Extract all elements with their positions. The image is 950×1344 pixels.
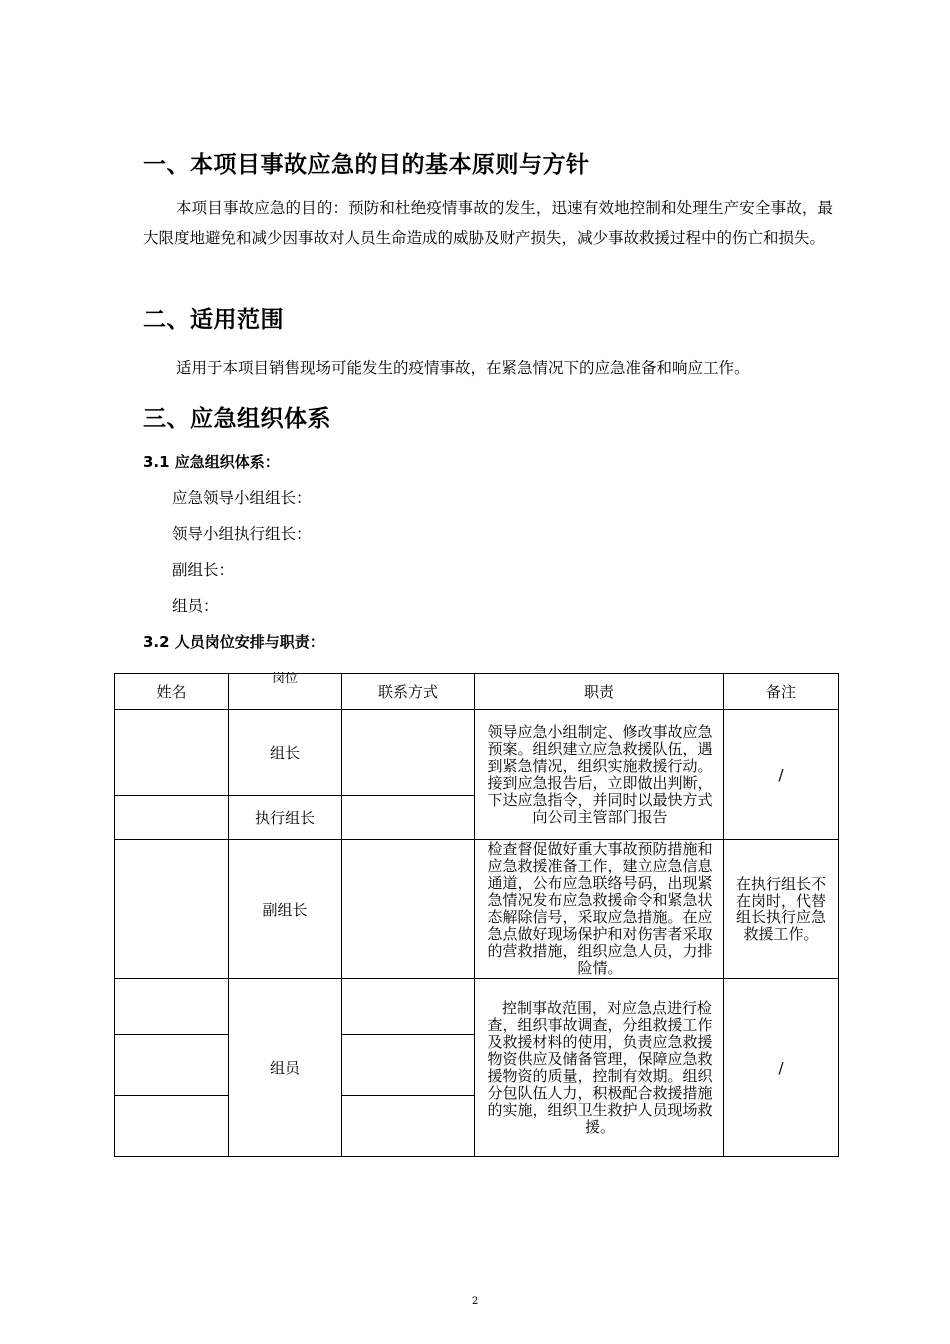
header-contact: 联系方式 <box>342 674 475 710</box>
cell-note-member: / <box>724 979 839 1157</box>
header-name: 姓名 <box>115 674 229 710</box>
header-note: 备注 <box>724 674 839 710</box>
section2-paragraph: 适用于本项目销售现场可能发生的疫情事故，在紧急情况下的应急准备和响应工作。 <box>176 359 750 377</box>
cell-name-member-2 <box>115 1035 229 1096</box>
cell-name-deputy <box>115 840 229 979</box>
cell-contact-exec-leader <box>342 796 475 840</box>
org-line-leader: 应急领导小组组长： <box>172 489 312 507</box>
cell-name-leader <box>115 710 229 796</box>
header-position-label: 岗位 <box>271 671 298 686</box>
org-line-exec-leader: 领导小组执行组长： <box>172 525 312 543</box>
cell-name-member-1 <box>115 979 229 1035</box>
cell-note-leader: / <box>724 710 839 840</box>
subsection-3-1-heading: 3.1 应急组织体系： <box>143 453 280 471</box>
org-line-member: 组员： <box>172 597 219 615</box>
org-line-deputy: 副组长： <box>172 561 235 579</box>
header-position <box>229 671 342 710</box>
cell-contact-member-2 <box>342 1035 475 1096</box>
cell-contact-leader <box>342 710 475 796</box>
cell-contact-member-1 <box>342 979 475 1035</box>
table-row-deputy <box>115 840 839 979</box>
table-row-leader <box>115 710 839 796</box>
table-header-row <box>115 674 839 710</box>
cell-duty-leader: 领导应急小组制定、修改事故应急预案。组织建立应急救援队伍，遇到紧急情况，组织实施救援行动。接到应急报告后，立即做出判断，下达应急指令，并同时以最快方式向公司主管部门报告 <box>475 710 724 840</box>
header-duty: 职责 <box>475 674 724 710</box>
section1-paragraph: 本项目事故应急的目的：预防和杜绝疫情事故的发生，迅速有效地控制和处理生产安全事故，最大限度地避免和减少因事故对人员生命造成的威胁及财产损失，减少事故救援过程中的伤亡和损失。 <box>143 199 833 247</box>
cell-contact-deputy <box>342 840 475 979</box>
cell-position-member: 组员 <box>229 979 342 1157</box>
cell-contact-member-3 <box>342 1096 475 1157</box>
subsection-3-2-heading: 3.2 人员岗位安排与职责： <box>143 633 325 651</box>
section1-heading: 一、本项目事故应急的目的基本原则与方针 <box>143 152 590 178</box>
section2-heading: 二、适用范围 <box>143 307 284 333</box>
cell-name-member-3 <box>115 1096 229 1157</box>
cell-duty-deputy: 检查督促做好重大事故预防措施和应急救援准备工作，建立应急信息通道，公布应急联络号码，出现紧急情况发布应急救援命令和紧急状态解除信号，采取应急措施。在应急点做好现场保护和对伤害者采取的营救措施，组织应急人员，力排险情。 <box>475 840 724 979</box>
table-row-member-1 <box>115 979 839 1035</box>
cell-name-exec-leader <box>115 796 229 840</box>
cell-position-leader: 组长 <box>229 710 342 796</box>
duty-table <box>114 673 839 1157</box>
section3-heading: 三、应急组织体系 <box>143 406 331 432</box>
cell-note-deputy: 在执行组长不在岗时，代替组长执行应急救援工作。 <box>724 840 839 979</box>
cell-position-deputy: 副组长 <box>229 840 342 979</box>
page-number: 2 <box>471 1296 479 1307</box>
cell-duty-member: 控制事故范围，对应急点进行检查，组织事故调查，分组救援工作及救援材料的使用，负责应急救援物资供应及储备管理，保障应急救援物资的质量，控制有效期。组织分包队伍人力，积极配合救援措施的实施，组织卫生救护人员现场救援。 <box>475 979 724 1157</box>
cell-position-exec-leader: 执行组长 <box>229 796 342 840</box>
